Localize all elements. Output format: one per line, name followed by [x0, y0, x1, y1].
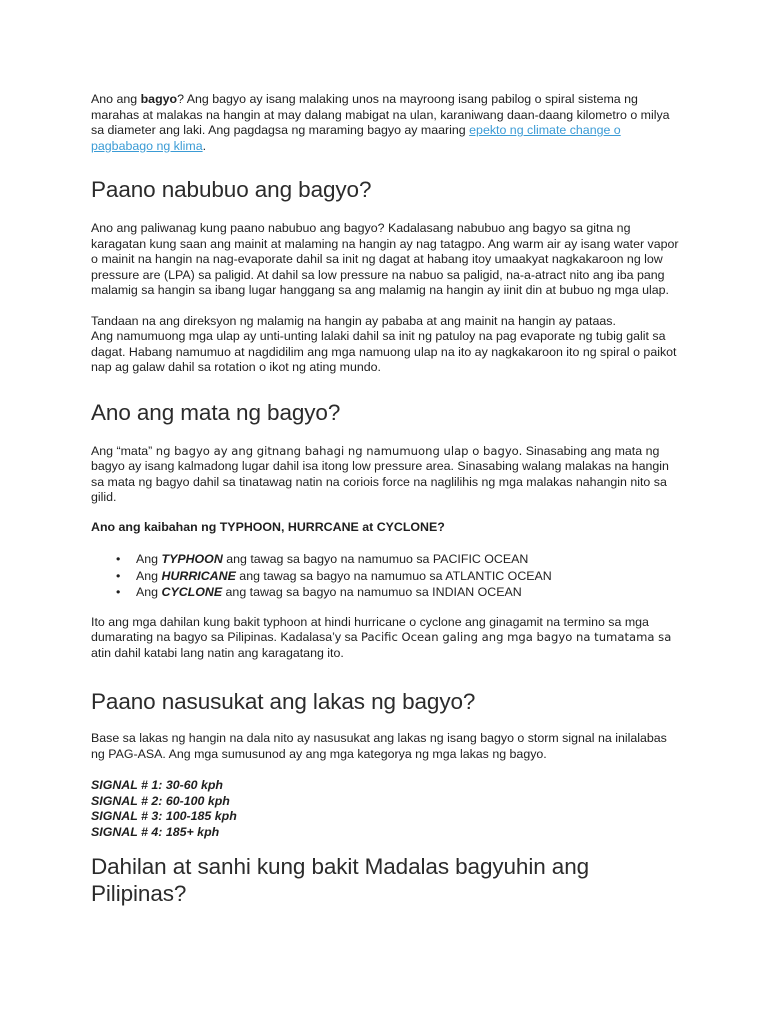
- signal-item: SIGNAL # 2: 60-100 kph: [91, 793, 230, 808]
- bullet-icon: •: [116, 568, 121, 583]
- intro-text-body: ? Ang bagyo ay isang malaking unos na mayroong isang pabilog o spiral sistema ng marahas at malakas na hangin at may dalang mabigat na ulan, karaniwang daan-daang kilometro o milya sa diameter ang laki. Ang pagdagsa ng maraming bagyo ay maaring: [91, 92, 670, 137]
- paragraph-eye: [91, 444, 681, 506]
- heading-dahilan: Dahilan at sanhi kung bakit Madalas bagyuhin ang Pilipinas?: [91, 854, 590, 906]
- intro-paragraph: [91, 92, 681, 154]
- signal-list: [91, 778, 681, 840]
- eye-definition: ng bagyo ay ang gitnang bahagi ng namumuong ulap o bagyo.: [155, 443, 523, 458]
- signal-item: SIGNAL # 3: 100-185 kph: [91, 809, 237, 823]
- terminology-text: Ito ang mga dahilan kung bakit typhoon at hindi hurricane o cyclone ang ginagamit na termino sa mga dumarating na bagyo sa Pilipinas. Kadalasa’y sa: [91, 614, 649, 644]
- article-body: [91, 92, 681, 907]
- list-item: [91, 568, 681, 585]
- bullet-icon: •: [116, 552, 121, 566]
- terminology-end: atin dahil katabi lang natin ang karagatang ito.: [91, 645, 344, 660]
- list-item-term: CYCLONE: [161, 585, 223, 599]
- list-item-prefix: Ang: [136, 585, 162, 599]
- list-item-term: HURRICANE: [161, 568, 236, 583]
- list-item-text: ang tawag sa bagyo na namumuo sa ATLANTIC OCEAN: [235, 568, 552, 583]
- intro-text: Ano ang: [91, 92, 141, 106]
- list-item: [91, 551, 681, 568]
- bullet-icon: •: [116, 585, 121, 599]
- subheading-kaibahan: Ano ang kaibahan ng TYPHOON, HURRCANE at CYCLONE?: [91, 519, 445, 534]
- paragraph-direction-line1: Tandaan na ang direksyon ng malamig na hangin ay pababa at ang mainit na hangin ay pataas.: [91, 313, 616, 328]
- paragraph-direction: [91, 314, 681, 376]
- heading-mata-ng-bagyo: Ano ang mata ng bagyo?: [91, 399, 341, 425]
- climate-change-link[interactable]: epekto ng climate change o pagbabago ng klima: [91, 123, 621, 153]
- heading-lakas-ng-bagyo: Paano nasusukat ang lakas ng bagyo?: [91, 689, 476, 714]
- signal-item: SIGNAL # 1: 30-60 kph: [91, 778, 223, 792]
- paragraph-formation: Ano ang paliwanag kung paano nabubuo ang bagyo? Kadalasang nabubuo ang bagyo sa gitna ng karagatan kung saan ang mainit at malaming na hangin ay nag tatagpo. Ang warm air ay isang water vapor o mainit na hangin na nag-evaporate dahil sa init ng dagat at habang itoy umaakyat nagkakaroon ng low pressure are (LPA) sa paligid. At dahil sa low pressure na nabuo sa paligid, na-a-atract nito ang iba pang malamig sa hangin sa ibang lugar hanggang sa ang malamig na hangin ay iinit din at bubuo ng mga ulap.: [91, 221, 679, 297]
- list-item-term: TYPHOON: [161, 552, 223, 566]
- intro-bold-term: bagyo: [140, 92, 178, 106]
- list-item-text: ang tawag sa bagyo na namumuo sa INDIAN OCEAN: [222, 585, 522, 599]
- storm-type-list: [91, 551, 681, 601]
- paragraph-terminology: [91, 615, 681, 662]
- paragraph-direction-line2: Ang namumuong mga ulap ay unti-unting lalaki dahil sa init ng patuloy na pag evaporate ng tubig galit sa dagat. Habang namumuo at nagdidilim ang mga namuong ulap na ito ay nagkakaroon ito ng spiral o paikot nap ag galaw dahil sa rotation o ikot ng ating mundo.: [91, 329, 677, 374]
- eye-quote: Ang “mata”: [91, 443, 156, 458]
- list-item-prefix: Ang: [136, 568, 162, 583]
- terminology-pacific: Pacific Ocean galing ang mga bagyo na tumatama sa: [361, 630, 672, 644]
- intro-end: .: [202, 138, 207, 153]
- paragraph-strength: Base sa lakas ng hangin na dala nito ay nasusukat ang lakas ng isang bagyo o storm signal na inilalabas ng PAG-ASA. Ang mga sumusunod ay ang mga kategorya ng mga lakas ng bagyo.: [91, 731, 667, 761]
- eye-description: Sinasabing ang mata ng bagyo ay isang kalmadong lugar dahil isa itong low pressure area. Sinasabing walang malakas na hangin sa mata ng bagyo dahil sa tinatawag natin na coriois force na naglilihis ng mga malakas nahangin nito sa gilid.: [91, 443, 669, 504]
- list-item-prefix: Ang: [136, 552, 162, 566]
- list-item: [91, 584, 681, 601]
- signal-item: SIGNAL # 4: 185+ kph: [91, 824, 220, 839]
- list-item-text: ang tawag sa bagyo na namumuo sa PACIFIC OCEAN: [222, 552, 529, 566]
- heading-paano-nabubuo: Paano nabubuo ang bagyo?: [91, 177, 372, 202]
